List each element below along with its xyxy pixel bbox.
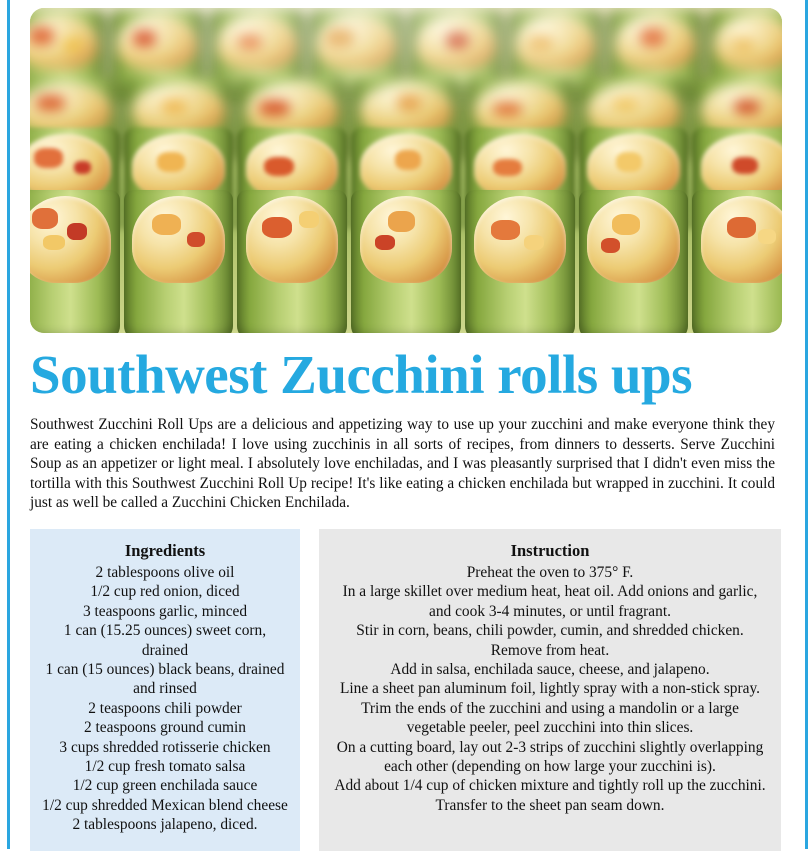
list-item: 1 can (15.25 ounces) sweet corn, drained bbox=[63, 622, 267, 659]
ingredients-heading: Ingredients bbox=[124, 540, 206, 560]
instruction-panel bbox=[319, 529, 781, 851]
page-content bbox=[30, 0, 782, 851]
list-item: Transfer to the sheet pan seam down. bbox=[435, 796, 665, 814]
list-item: 1/2 cup fresh tomato salsa bbox=[84, 758, 246, 776]
list-item: Add about 1/4 cup of chicken mixture and tightly roll up the zucchini. bbox=[334, 777, 766, 795]
rolls-row-front bbox=[30, 190, 782, 333]
list-item: Trim the ends of the zucchini and using a mandolin or a large vegetable peeler, peel zucchini into thin slices. bbox=[361, 699, 739, 737]
list-item: 3 cups shredded rotisserie chicken bbox=[59, 738, 271, 756]
recipe-panels bbox=[30, 529, 782, 851]
list-item: Line a sheet pan aluminum foil, lightly spray with a non-stick spray. bbox=[339, 680, 761, 698]
list-item: 1/2 cup shredded Mexican blend cheese bbox=[42, 796, 288, 814]
list-item: 2 teaspoons chili powder bbox=[88, 699, 242, 717]
list-item: 1/2 cup green enchilada sauce bbox=[72, 777, 258, 795]
list-item: Preheat the oven to 375° F. bbox=[466, 563, 634, 581]
list-item: On a cutting board, lay out 2-3 strips of zucchini slightly overlapping each other (depending on how large your zucchini is). bbox=[336, 738, 764, 776]
list-item: 2 tablespoons jalapeno, diced. bbox=[72, 816, 258, 834]
intro-paragraph: Southwest Zucchini Roll Ups are a delicious and appetizing way to use up your zucchini and make everyone think they are eating a chicken enchilada! I love using zucchinis in all sorts of recipes, from dinners to desserts. Serve Zucchini Soup as an appetizer or light meal. I absolutely love enchiladas, and I was pleasantly surprised that I didn't even miss the tortilla with this Southwest Zucchini Roll Up recipe! It's like eating a chicken enchilada but wrapped in zucchini. It could just as well be called a Zucchini Chicken Enchilada. bbox=[30, 416, 775, 512]
list-item: 1/2 cup red onion, diced bbox=[90, 583, 240, 601]
list-item: Add in salsa, enchilada sauce, cheese, and jalapeno. bbox=[390, 661, 710, 679]
left-accent-rule bbox=[7, 0, 10, 849]
recipe-hero-image bbox=[30, 8, 782, 333]
ingredients-list bbox=[42, 563, 288, 835]
ingredients-panel bbox=[30, 529, 300, 851]
list-item: 2 teaspoons ground cumin bbox=[83, 719, 246, 737]
instruction-list bbox=[331, 563, 769, 815]
list-item: Stir in corn, beans, chili powder, cumin, and shredded chicken. Remove from heat. bbox=[356, 622, 744, 659]
instruction-heading: Instruction bbox=[510, 540, 590, 560]
list-item: 3 teaspoons garlic, minced bbox=[82, 602, 248, 620]
page-title: Southwest Zucchini rolls ups bbox=[30, 344, 692, 405]
list-item: 1 can (15 ounces) black beans, drained and rinsed bbox=[45, 661, 285, 698]
list-item: In a large skillet over medium heat, heat oil. Add onions and garlic, and cook 3-4 minutes, or until fragrant. bbox=[342, 583, 758, 620]
list-item: 2 tablespoons olive oil bbox=[95, 563, 235, 581]
